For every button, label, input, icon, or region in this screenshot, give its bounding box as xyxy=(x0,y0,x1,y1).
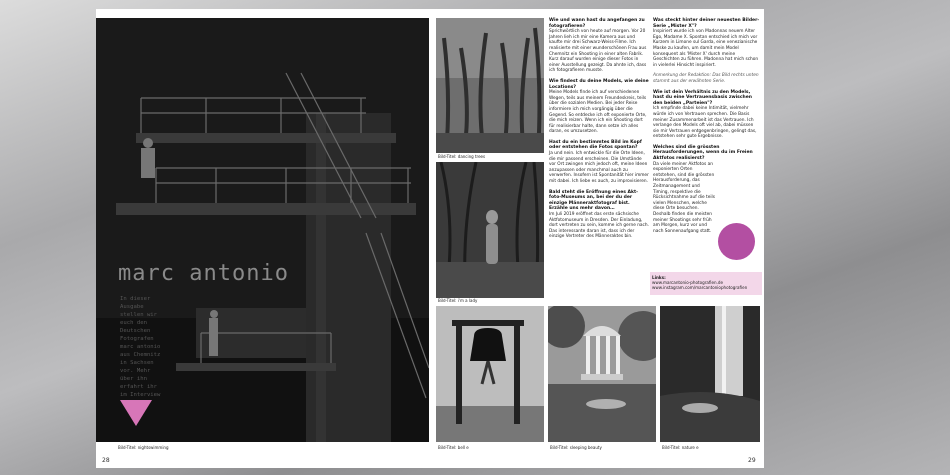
links-label: Links: xyxy=(652,275,666,280)
answer: Sprichwörtlich von heute auf morgen. Vor 20 Jahren lieh ich mir eine Kamera aus und kaufte mir drei Schwarz-Weiss-Filme. Ich realisierte mit einer wunderschönen Frau aus Chemnitz ein Shooting in einer alten Fabrik. Kurz darauf wurden einige dieser Fotos in einer Ausstellung gezeigt. Da ahnte ich, dass ich fotografieren musste. xyxy=(549,29,647,74)
answer: Ich empfinde dabei keine Intimität, vielmehr würde ich von Vertrauen sprechen. Die Basis meiner Zusammenarbeit ist das Vertrauen. Ich verlange den Models oft viel ab, dabei müssen sie mir Vertrauen entgegenbringen, gelingt das, entstehen sehr gute Ergebnisse. xyxy=(653,106,757,140)
photo-sleeping-beauty xyxy=(548,306,656,442)
interview-column-2 xyxy=(653,18,760,239)
question: Wie findest du deine Models, wie deine Locations? xyxy=(549,78,649,90)
answer: Im Juli 2019 eröffnet das erste sächsische Aktfotomuseum in Dresden. Der Einladung, dort vertreten zu sein, komme ich gerne nach. Das interessante daran ist, dass ich der einzige Vertreter des Männeraktes bin. xyxy=(549,212,650,240)
left-photo-caption: Bild-Titel: nightswimming xyxy=(118,445,169,450)
caption-im-a-lady: Bild-Titel: i'm a lady xyxy=(438,298,478,303)
question: Wie ist dein Verhältnis zu den Models, hast du eine Vertrauensbasis zwischen den beiden „Parteien"? xyxy=(653,89,752,106)
pink-circle-icon xyxy=(718,223,755,260)
diving-tower-photo xyxy=(96,18,429,442)
answer: Ja und nein. Ich entwickle für die Orte Ideen, die mir passend erscheinen. Die Umstände vor Ort zwingen mich jedoch oft, meine Ideen anzupassen oder manchmal auch zu verwerfen. Insofern ist Spontanität hier immer mit dabei. Ich liebe es auch, zu improvisieren. xyxy=(549,151,649,185)
answer: Da viele meiner Aktfotos an exponierten Orten entstehen, sind die grössten Herausforderung, das Zeitmanagement und Timing, respektive die Rücksichtnahme auf die teils vielen Menschen, welche diese Orte besuchen. Deshalb finden die meisten meiner Shootings sehr früh am Morgen, kurz vor und nach Sonnenaufgang statt. xyxy=(653,161,715,234)
caption-sleeping-beauty: Bild-Titel: sleeping beauty xyxy=(550,445,602,450)
page-number-right: 29 xyxy=(748,457,756,464)
link-website[interactable]: www.marcantonio-photografien.de xyxy=(652,280,724,286)
photo-im-a-lady xyxy=(436,162,544,298)
question: Was steckt hinter deiner neuesten Bilder-Serie „Mister X"? xyxy=(653,18,760,29)
magazine-spread xyxy=(96,9,764,468)
links-box xyxy=(650,272,762,295)
interview-column-1 xyxy=(549,18,649,245)
question: Welches sind die grössten Herausforderungen, wenn du im Freien Aktfotos realisierst? xyxy=(653,144,753,162)
intro-text: In dieser Ausgabe stellen wir euch den Deutschen Fotografen marc antonio aus Chemnitz in Sachsen vor. Mehr über ihn erfahrt ihr im Interview xyxy=(120,296,161,398)
page-number-left: 28 xyxy=(102,457,110,464)
caption-bell: Bild-Titel: bell e xyxy=(438,445,469,450)
photographer-name: marc antonio xyxy=(118,261,289,286)
editor-note: Anmerkung der Redaktion: Das Bild rechts unten stammt aus der erwähnten Serie. xyxy=(653,73,759,84)
caption-dancing-trees: Bild-Titel: dancing trees xyxy=(438,154,486,159)
photo-bell xyxy=(436,306,544,442)
answer: Inspiriert wurde ich von Madonnas neuem Alter Ego, Madame X. Spontan entschied ich mich vor Kurzem in Limone sul Garda, eine venezianische Maske zu kaufen, um damit mein Model konsequent als 'Mister X' durch meine Geschichten zu führen. Madonna hat mich schon in vielerlei Hinsicht inspiriert. xyxy=(653,29,759,68)
answer: Meine Models finde ich auf verschiedenen Wegen, teils aus meinem Freundeskreis, teils über die sozialen Medien. Bei jeder Reise informiere ich mich vorgängig über die Gegend. So entdecke ich oft exponierte Orte, die mich reizen. Wenn ich ein Shooting dort für realisierbar halte, dann setze ich alles daran, es umzusetzen. xyxy=(549,90,647,135)
caption-nature: Bild-Titel: nature e xyxy=(662,445,699,450)
question: Bald steht die Eröffnung eines Akt-foto-Museums an, bei der du der einzige Männeraktfotograf bist. Erzähle uns mehr davon… xyxy=(549,189,639,212)
question: Hast du ein bestimmtes Bild im Kopf oder entstehen die Fotos spontan? xyxy=(549,139,642,151)
pink-triangle-icon xyxy=(120,400,152,426)
link-instagram[interactable]: www.instagram.com/marcantoniophotografien xyxy=(652,285,748,291)
photo-nature xyxy=(660,306,760,442)
question: Wie und wann hast du angefangen zu fotografieren? xyxy=(549,18,645,29)
photo-dancing-trees xyxy=(436,18,544,153)
